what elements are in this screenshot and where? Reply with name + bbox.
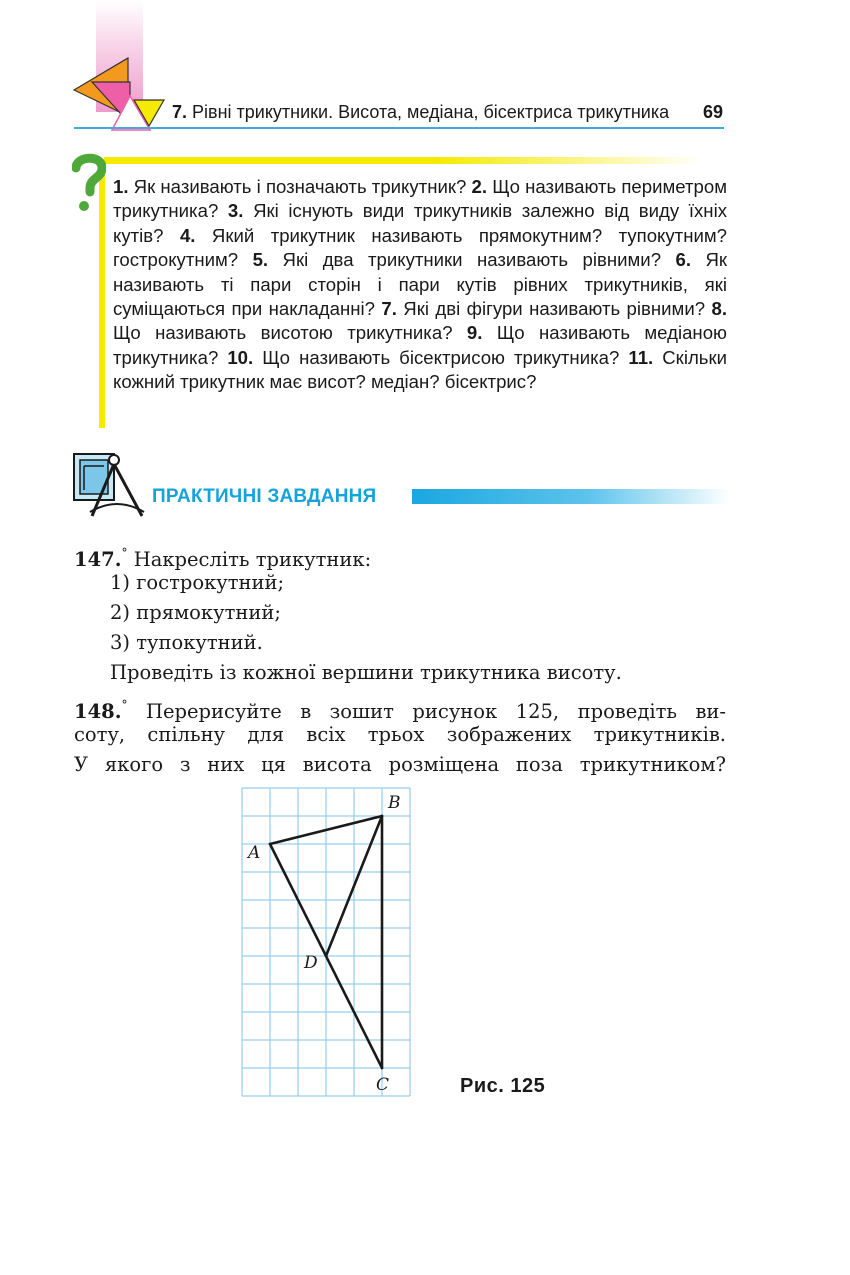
section-title: Рівні трикутники. Висота, медіана, бісектриса трикутника [192,102,670,122]
question-number: 10. [227,346,254,368]
figure-125 [230,780,430,1110]
question-number: 4. [179,224,196,246]
task-147-heading [74,538,726,571]
task-148-line-3: У якого з них ця висота розміщена поза трикутником? [74,753,726,776]
question-mark-icon [72,152,106,214]
header-rule [74,127,724,129]
question-text: Як називають і позначають трикутник? [128,176,472,197]
question-text: Які існують види трикутників залежно від виду їхніх кутів? [113,200,727,246]
section-number: 7. [172,102,188,122]
question-text: Що називають медіаною трикутника? [113,322,727,368]
task-147-intro: Накресліть трикутник: [133,548,372,571]
tasks [74,538,726,780]
running-header [172,102,669,123]
task-147-item: 1) гострокутний; [110,571,285,594]
question-number: 7. [381,298,397,320]
task-148-line-2: соту, спільну для всіх трьох зображених трикутників. [74,723,726,746]
task-148-text-1: Перерисуйте в зошит рисунок 125, проведіть ви- [145,700,727,723]
question-number: 2. [471,176,488,197]
question-number: 9. [466,322,483,344]
question-number: 3. [227,200,244,222]
question-number: 6. [675,249,691,271]
questions-top-bar [104,157,704,164]
practice-section-title: ПРАКТИЧНІ ЗАВДАННЯ [152,486,377,507]
triangles-logo-icon [70,52,170,132]
vertex-label-B: B [388,793,401,813]
question-number: 8. [711,298,727,320]
vertex-label-D: D [304,953,318,973]
task-147-instruction: Проведіть із кожної вершини трикутника висоту. [110,661,622,684]
question-text: Який трикутник називають прямокутним? тупокутним? гострокутним? [113,224,727,271]
page-number: 69 [703,102,724,122]
question-text: Що називають периметром трикутника? [113,176,727,222]
vertex-label-A: A [248,843,261,863]
question-text: Що називають бісектрисою трикутника? [253,346,629,368]
task-148-level-marker: ° [121,698,128,712]
task-148-number: 148. [74,700,122,723]
question-text: Які два трикутники називають рівними? [268,249,676,271]
question-text: Скільки кожний трикутник має висот? медіан? бісектрис? [113,346,728,393]
task-147-item: 2) прямокутний; [110,601,281,624]
question-text: Як називають ті пари сторін і пари кутів рівних трикутників, які суміщаються при накладанні? [113,249,728,320]
review-questions [113,175,727,395]
task-148-line-1 [74,690,727,723]
question-text: Які дві фігури називають рівними? [396,298,712,320]
question-number: 1. [113,176,129,197]
task-147-level-marker: ° [121,546,128,560]
task-147-number: 147. [74,548,122,571]
question-text: Що називають висотою трикутника? [113,322,467,344]
practice-title-bar [412,489,730,504]
question-number: 11. [628,346,654,368]
vertex-label-C: C [376,1075,390,1095]
task-147-item: 3) тупокутний. [110,631,263,654]
question-number: 5. [252,249,269,271]
figure-caption: Рис. 125 [460,1075,546,1097]
compass-ruler-icon [72,452,148,522]
